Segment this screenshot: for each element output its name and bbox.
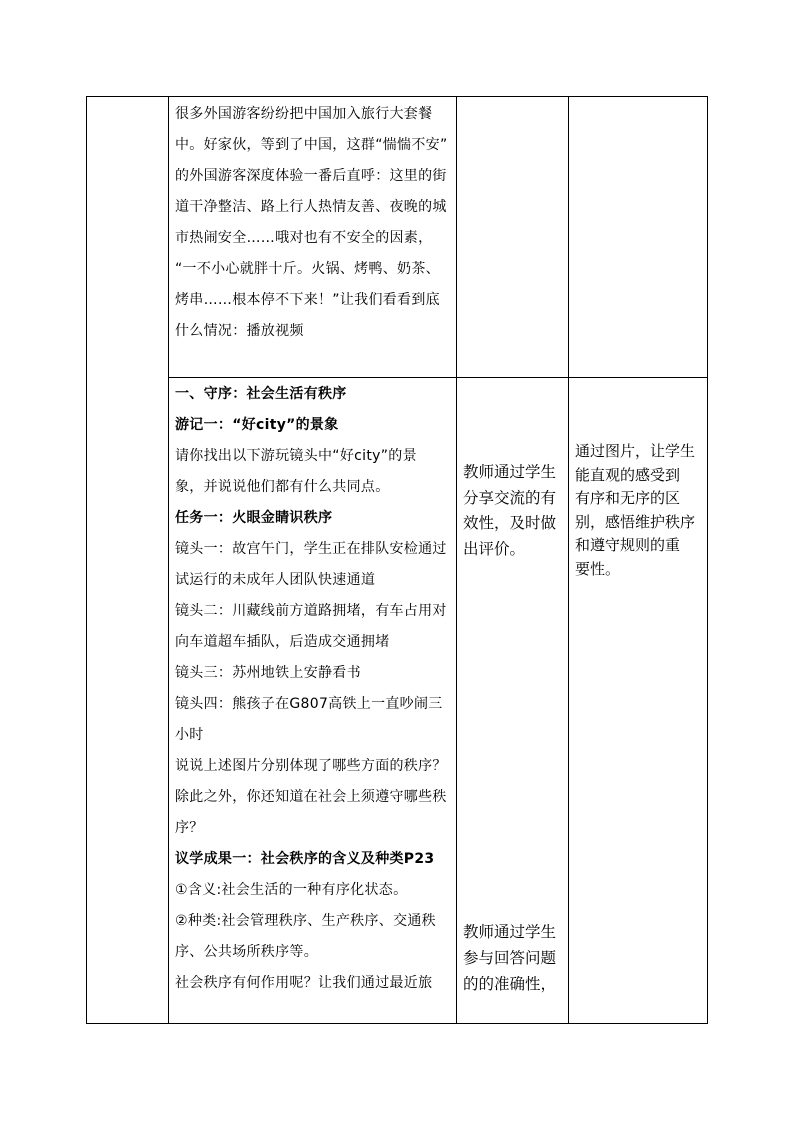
text-line: 除此之外，你还知道在社会上须遵守哪些秩 bbox=[175, 789, 447, 805]
text-line: 效性，及时做 bbox=[463, 514, 557, 532]
text-line: 说说上述图片分别体现了哪些方面的秩序？ bbox=[175, 758, 447, 774]
section-heading: 一、守序：社会生活有秩序 bbox=[175, 386, 347, 402]
column-divider-2 bbox=[456, 96, 457, 1024]
text-line: 小时 bbox=[175, 727, 204, 743]
result-heading: 议学成果一：社会秩序的含义及种类P23 bbox=[175, 851, 435, 867]
table-right-border bbox=[707, 96, 708, 1024]
table-top-border bbox=[86, 96, 708, 97]
table-bottom-border bbox=[86, 1023, 708, 1024]
row2-content bbox=[175, 379, 447, 999]
text-line: 中。好家伙，等到了中国，这群“惴惴不安” bbox=[175, 137, 448, 153]
text-line: 序、公共场所秩序等。 bbox=[175, 944, 318, 960]
design-intent bbox=[575, 440, 695, 581]
text-line: “一不小心就胖十斤。火锅、烤鸭、奶茶、 bbox=[175, 261, 440, 277]
text-line: 请你找出以下游玩镜头中“好city”的景 bbox=[175, 448, 417, 464]
teacher-note-1 bbox=[463, 460, 556, 562]
table-left-border bbox=[86, 96, 87, 1024]
text-line: 向车道超车插队，后造成交通拥堵 bbox=[175, 634, 390, 650]
text-line: 序？ bbox=[175, 820, 204, 836]
text-line: 镜头四：熊孩子在G807高铁上一直吵闹三 bbox=[175, 696, 443, 712]
text-line: ②种类:社会管理秩序、生产秩序、交通秩 bbox=[175, 913, 436, 929]
text-line: 烤串……根本停不下来！”让我们看看到底 bbox=[175, 292, 440, 308]
text-line: 试运行的未成年人团队快速通道 bbox=[175, 572, 376, 588]
text-line: 镜头三：苏州地铁上安静看书 bbox=[175, 665, 361, 681]
text-line: 分享交流的有 bbox=[463, 488, 557, 507]
text-line: 镜头二：川藏线前方道路拥堵，有车占用对 bbox=[175, 603, 447, 619]
subsection-heading: 游记一：“好city”的景象 bbox=[175, 417, 339, 433]
column-divider-3 bbox=[568, 96, 569, 1024]
text-line: 有序和无序的区 bbox=[575, 489, 681, 507]
text-line: 的的准确性， bbox=[463, 975, 557, 993]
text-line: 能直观的感受到 bbox=[575, 465, 681, 484]
text-line: 社会秩序有何作用呢？让我们通过最近旅 bbox=[175, 975, 433, 991]
text-line: 出评价。 bbox=[463, 539, 526, 558]
column-divider-1 bbox=[168, 96, 169, 1024]
text-line: 参与回答问题 bbox=[463, 949, 557, 967]
text-line: 要性。 bbox=[575, 559, 621, 578]
text-line: 别，感悟维护秩序 bbox=[575, 512, 696, 531]
row-divider bbox=[168, 377, 708, 378]
text-line: 象，并说说他们都有什么共同点。 bbox=[175, 479, 390, 495]
task-heading: 任务一：火眼金睛识秩序 bbox=[175, 510, 333, 526]
text-line: 和遵守规则的重 bbox=[575, 536, 681, 554]
text-line: 通过图片，让学生 bbox=[575, 442, 696, 460]
text-line: 教师通过学生 bbox=[463, 923, 557, 941]
text-line: ①含义:社会生活的一种有序化状态。 bbox=[175, 882, 408, 898]
text-line: 市热闹安全……哦对也有不安全的因素， bbox=[175, 230, 433, 246]
text-line: 道干净整洁、路上行人热情友善、夜晚的城 bbox=[175, 199, 447, 215]
teacher-note-2 bbox=[463, 919, 556, 997]
text-line: 什么情况：播放视频 bbox=[175, 323, 304, 339]
text-line: 教师通过学生 bbox=[463, 463, 557, 481]
text-line: 的外国游客深度体验一番后直呼：这里的街 bbox=[175, 168, 447, 184]
row1-content bbox=[175, 99, 448, 347]
text-line: 镜头一：故宫午门，学生正在排队安检通过 bbox=[175, 541, 447, 557]
text-line: 很多外国游客纷纷把中国加入旅行大套餐 bbox=[175, 106, 433, 122]
